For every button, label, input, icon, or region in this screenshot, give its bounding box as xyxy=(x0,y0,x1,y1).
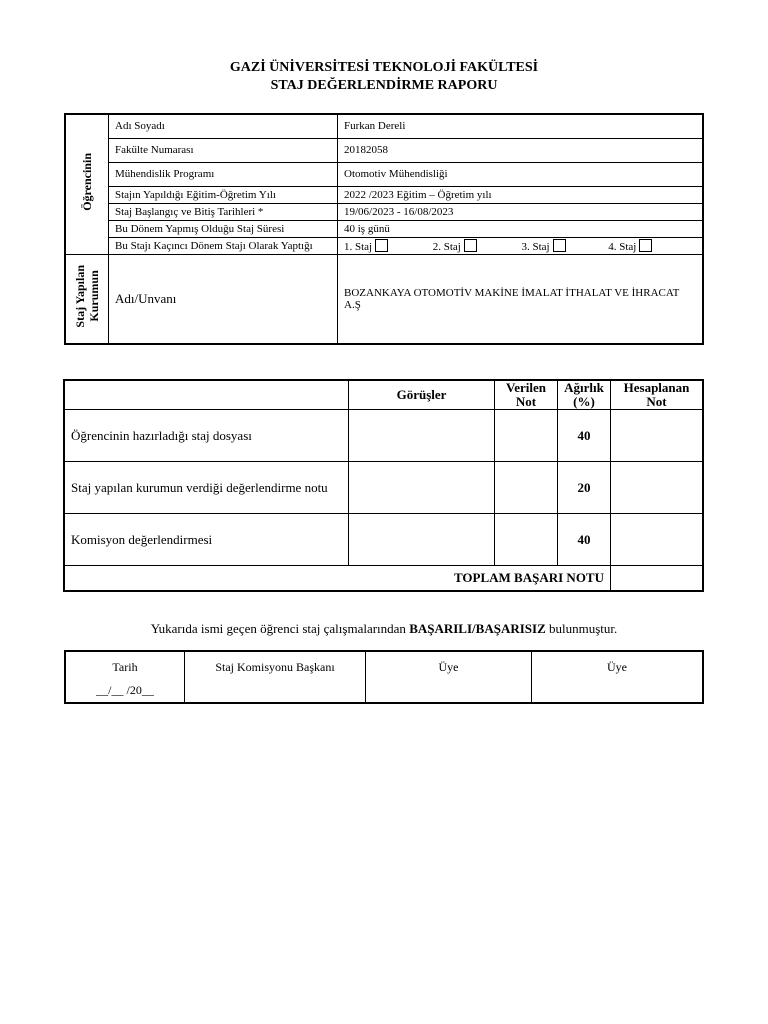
option-staj-1: 1. Staj xyxy=(344,239,430,253)
views-cell[interactable] xyxy=(349,462,495,514)
views-header: Görüşler xyxy=(349,380,495,410)
report-title-line2: STAJ DEĞERLENDİRME RAPORU xyxy=(270,78,498,93)
option-staj-4: 4. Staj xyxy=(608,239,652,253)
checkbox-staj-3[interactable] xyxy=(553,239,566,252)
calculated-grade-cell[interactable] xyxy=(611,410,704,462)
given-grade-cell[interactable] xyxy=(495,514,558,566)
dates-value: 19/06/2023 - 16/08/2023 xyxy=(338,203,704,220)
grade-row-label: Öğrencinin hazırladığı staj dosyası xyxy=(64,410,349,462)
grade-row-label: Komisyon değerlendirmesi xyxy=(64,514,349,566)
student-name-label: Adı Soyadı xyxy=(109,114,338,138)
date-placeholder: __/__ /20__ xyxy=(96,683,154,697)
student-section-label: Öğrencinin xyxy=(65,114,109,254)
total-grade-cell[interactable] xyxy=(611,566,704,591)
calculated-grade-header: Hesaplanan Not xyxy=(611,380,704,410)
member-2-label: Üye xyxy=(607,660,627,674)
program-label: Mühendislik Programı xyxy=(109,162,338,186)
academic-year-label: Stajın Yapıldığı Eğitim-Öğretim Yılı xyxy=(109,186,338,203)
given-grade-header: Verilen Not xyxy=(495,380,558,410)
signature-table xyxy=(64,650,704,704)
commission-chair-cell[interactable] xyxy=(185,651,366,703)
grades-table xyxy=(63,379,704,592)
option-staj-2: 2. Staj xyxy=(433,239,519,253)
member-2-cell[interactable] xyxy=(532,651,704,703)
weight-cell: 20 xyxy=(558,462,611,514)
checkbox-staj-2[interactable] xyxy=(464,239,477,252)
duration-value: 40 iş günü xyxy=(338,220,704,237)
grade-row-commission xyxy=(64,514,703,566)
faculty-number-value: 20182058 xyxy=(338,138,704,162)
weight-header: Ağırlık (%) xyxy=(558,380,611,410)
weight-cell: 40 xyxy=(558,514,611,566)
academic-year-value: 2022 /2023 Eğitim – Öğretim yılı xyxy=(338,186,704,203)
views-cell[interactable] xyxy=(349,514,495,566)
total-grade-label: TOPLAM BAŞARI NOTU xyxy=(64,566,611,591)
institution-name-label: Adı/Unvanı xyxy=(109,254,338,344)
institution-name-value: BOZANKAYA OTOMOTİV MAKİNE İMALAT İTHALAT VE İHRACAT A.Ş xyxy=(338,254,704,344)
checkbox-staj-1[interactable] xyxy=(375,239,388,252)
member-1-label: Üye xyxy=(438,660,459,674)
program-value: Otomotiv Mühendisliği xyxy=(338,162,704,186)
result-statement: Yukarıda ismi geçen öğrenci staj çalışmalarından BAŞARILI/BAŞARISIZ bulunmuştur. xyxy=(150,621,618,636)
calculated-grade-cell[interactable] xyxy=(611,462,704,514)
student-name-value: Furkan Dereli xyxy=(338,114,704,138)
institution-section-label: Staj Yapılan Kurumun xyxy=(65,254,109,344)
grades-header-blank xyxy=(64,380,349,410)
dates-label: Staj Başlangıç ve Bitiş Tarihleri * xyxy=(109,203,338,220)
commission-chair-label: Staj Komisyonu Başkanı xyxy=(215,660,335,674)
grade-row-institution xyxy=(64,462,703,514)
checkbox-staj-4[interactable] xyxy=(639,239,652,252)
views-cell[interactable] xyxy=(349,410,495,462)
faculty-number-label: Fakülte Numarası xyxy=(109,138,338,162)
weight-cell: 40 xyxy=(558,410,611,462)
member-1-cell[interactable] xyxy=(366,651,532,703)
grade-row-label: Staj yapılan kurumun verdiği değerlendirme notu xyxy=(64,462,349,514)
given-grade-cell[interactable] xyxy=(495,410,558,462)
given-grade-cell[interactable] xyxy=(495,462,558,514)
calculated-grade-cell[interactable] xyxy=(611,514,704,566)
grade-row-file xyxy=(64,410,703,462)
option-staj-3: 3. Staj xyxy=(522,239,606,253)
date-cell[interactable] xyxy=(65,651,185,703)
report-title-line1: GAZİ ÜNİVERSİTESİ TEKNOLOJİ FAKÜLTESİ xyxy=(229,60,539,75)
internship-period-label: Bu Stajı Kaçıncı Dönem Stajı Olarak Yaptığı xyxy=(109,237,338,254)
student-info-table xyxy=(64,113,704,345)
date-label: Tarih xyxy=(112,660,138,674)
internship-period-options xyxy=(338,237,704,254)
duration-label: Bu Dönem Yapmış Olduğu Staj Süresi xyxy=(109,220,338,237)
